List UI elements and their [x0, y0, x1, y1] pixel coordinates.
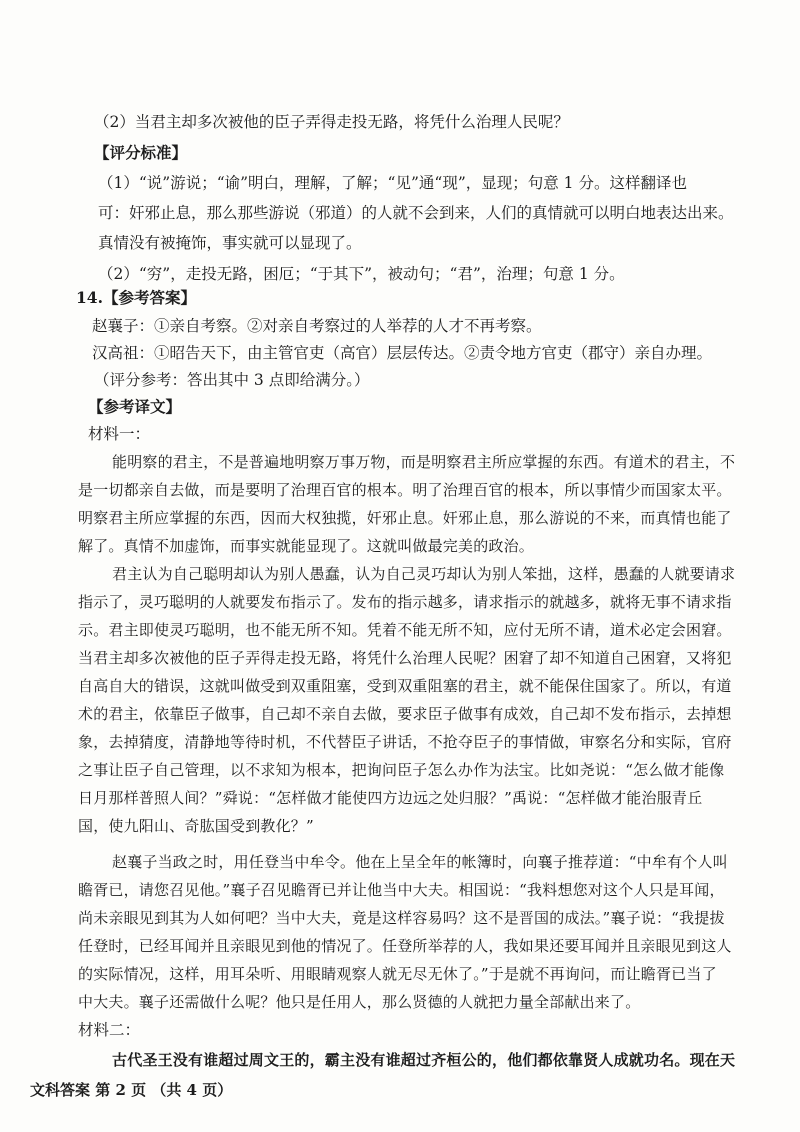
answer-line: 汉高祖：①昭告天下，由主管官吏（高官）层层传达。②责令地方官吏（郡守）亲自办理。	[92, 344, 713, 362]
material-label: 材料一：	[88, 425, 151, 443]
answer-line: 赵襄子：①亲自考察。②对亲自考察过的人举荐的人才不再考察。	[92, 317, 542, 335]
translation-line: 能明察的君主，不是普遍地明察万事万物，而是明察君主所应掌握的东西。有道术的君主，不	[112, 453, 736, 471]
translation-line: 任登时，已经耳闻并且亲眼见到他的情况了。任登所举荐的人，我如果还要耳闻并且亲眼见到这人	[78, 937, 732, 955]
section-heading: 【参考译文】	[88, 397, 182, 416]
answer-line: （1）“说”游说；“谕”明白，理解，了解；“见”通“现”，显现；句意 1 分。这样翻译也	[98, 174, 687, 192]
translation-line: 明察君主所应掌握的东西，因而大权独揽，奸邪止息。奸邪止息，那么游说的不来，而真情也能了	[78, 509, 732, 527]
translation-line: 日月那样普照人间？”舜说：“怎样做才能使四方边远之处归服？”禹说：“怎样做才能治服青丘	[78, 789, 703, 807]
translation-line: 是一切都亲自去做，而是要明了治理百官的根本。明了治理百官的根本，所以事情少而国家太平。	[78, 481, 732, 499]
translation-line: 术的君主，依靠臣子做事，自己却不亲自去做，要求臣子做事有成效，自己却不发布指示，去掉想	[78, 705, 732, 723]
translation-line: 自高自大的错误，这就叫做受到双重阻塞，受到双重阻塞的君主，就不能保住国家了。所以，有道	[78, 677, 732, 695]
translation-line: 解了。真情不加虚饰，而事实就能显现了。这就叫做最完美的政治。	[78, 537, 535, 555]
translation-line: 之事让臣子自己管理，以不求知为根本，把询问臣子怎么办作为法宝。比如尧说：“怎么做才能像	[78, 761, 725, 779]
translation-line: 当君主却多次被他的臣子弄得走投无路，将凭什么治理人民呢？困窘了却不知道自己困窘，又将犯	[78, 649, 732, 667]
translation-line: 国，使九阳山、奇肱国受到教化？”	[78, 817, 314, 835]
translation-line: 指示了，灵巧聪明的人就要发布指示了。发布的指示越多，请求指示的就越多，就将无事不请求指	[78, 593, 732, 611]
translation-line: 赵襄子当政之时，用任登当中牟令。他在上呈全年的帐簿时，向襄子推荐道：“中牟有个人叫	[112, 853, 728, 871]
translation-line: 中大夫。襄子还需做什么呢？他只是任用人，那么贤德的人就把力量全部献出来了。	[78, 993, 641, 1011]
material-label: 材料二：	[78, 1021, 141, 1039]
translation-line: 君主认为自己聪明却认为别人愚蠢，认为自己灵巧却认为别人笨拙，这样，愚蠢的人就要请求	[112, 565, 736, 583]
translation-line: 示。君主即使灵巧聪明，也不能无所不知。凭着不能无所不知，应付无所不请，道术必定会困窘。	[78, 621, 732, 639]
answer-line: 真情没有被掩饰，事实就可以显现了。	[98, 234, 362, 252]
scoring-note: （评分参考：答出其中 3 点即给满分。）	[94, 371, 370, 389]
answer-line: （2）当君主却多次被他的臣子弄得走投无路，将凭什么治理人民呢？	[94, 113, 569, 131]
page-footer: 文科答案 第 2 页 （共 4 页）	[30, 1081, 233, 1099]
translation-line: 象，去掉猜度，清静地等待时机，不代替臣子讲话，不抢夺臣子的事情做，审察名分和实际，官府	[78, 733, 732, 751]
translation-line: 瞻胥已，请您召见他。”襄子召见瞻胥已并让他当中大夫。相国说：“我料想您对这个人只是耳闻，	[78, 881, 725, 899]
translation-line: 古代圣王没有谁超过周文王的，霸主没有谁超过齐桓公的，他们都依靠贤人成就功名。现在天	[112, 1051, 736, 1069]
section-heading: 【评分标准】	[94, 143, 188, 162]
answer-line: （2）“穷”，走投无路，困厄；“于其下”，被动句；“君”，治理；句意 1 分。	[98, 265, 625, 283]
translation-line: 尚未亲眼见到其为人如何吧？当中大夫，竟是这样容易吗？这不是晋国的成法。”襄子说：“我提拔	[78, 909, 725, 927]
question-heading: 14.【参考答案】	[76, 288, 196, 307]
translation-line: 的实际情况，这样，用耳朵听、用眼睛观察人就无尽无休了。”于是就不再询问，而让瞻胥已当了	[78, 965, 717, 983]
answer-line: 可：奸邪止息，那么那些游说（邪道）的人就不会到来，人们的真情就可以明白地表达出来。	[98, 204, 734, 222]
